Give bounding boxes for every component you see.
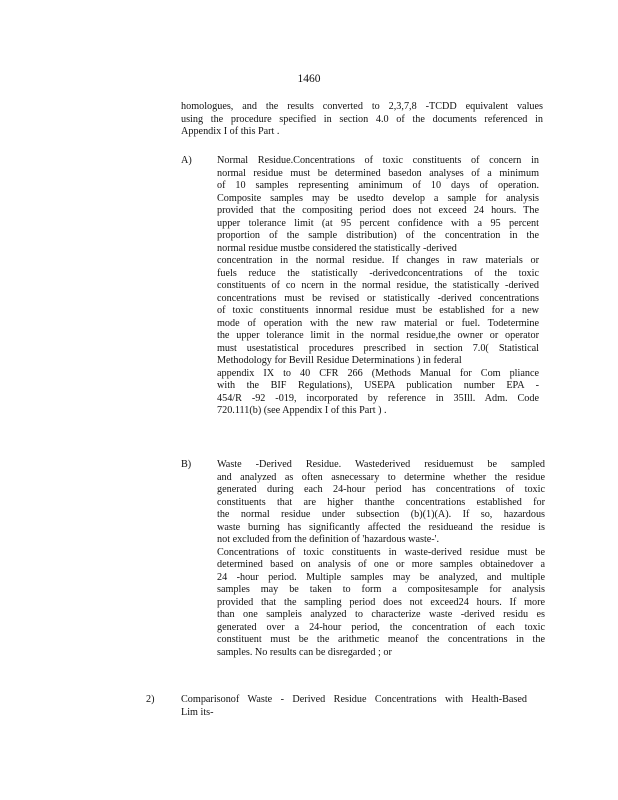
- text-line: with the BIF Regulations), USEPA publication number EPA -: [217, 380, 539, 391]
- intro-paragraph: [181, 101, 543, 139]
- page-number: 1460: [297, 73, 321, 85]
- item-2-label: 2): [146, 694, 155, 705]
- text-line: 454/R -92 -019, incorporated by reference in 35Ill. Adm. Code: [217, 392, 539, 404]
- text-line: constituent must be the arithmetic meanof the concentrations in the: [217, 634, 545, 645]
- text-line: concentration in the normal residue. If changes in raw materials or: [217, 255, 539, 266]
- text-line: normal residue mustbe considered the statistically -derived: [217, 242, 457, 254]
- text-line: the normal residue under subsection (b)(1)(A). If so, hazardous: [217, 509, 545, 520]
- text-line: Waste -Derived Residue. Wastederived residuemust be sampled: [217, 459, 545, 470]
- text-line: not excluded from the definition of 'hazardous waste-'.: [217, 534, 440, 545]
- text-line: using the procedure specified in section 4.0 of the documents referenced in: [181, 113, 543, 125]
- text-line: generated over a 24-hour period, the concentration of each toxic: [217, 621, 545, 633]
- text-line: must usestatistical procedures prescribed in section 7.0( Statistical: [217, 342, 539, 354]
- text-line: determined based on analysis of one or more samples obtainedover a: [217, 559, 545, 570]
- text-line: constituents of co ncern in the normal residue, the statistically -derived: [217, 280, 539, 291]
- text-line: of toxic constituents innormal residue must be established for a new: [217, 305, 539, 316]
- text-line: and analyzed as often asnecessary to determine whether the residue: [217, 471, 545, 483]
- text-line: Normal Residue.Concentrations of toxic constituents of concern in: [217, 155, 539, 166]
- text-line: Concentrations of toxic constituents in waste-derived residue must be: [217, 546, 545, 558]
- item-b-paragraph: [217, 459, 545, 659]
- text-line: normal residue must be determined basedon analyses of a minimum: [217, 167, 539, 179]
- text-line: than one sampleis analyzed to characterize waste -derived residu es: [217, 609, 545, 620]
- text-line: samples. No results can be disregarded ; or: [217, 646, 392, 658]
- text-line: Comparisonof Waste - Derived Residue Concentrations with Health-Based: [181, 694, 527, 705]
- text-line: Composite samples may be usedto develop a sample for analysis: [217, 192, 539, 204]
- text-line: waste burning has significantly affected the residueand the residue is: [217, 521, 545, 533]
- text-line: homologues, and the results converted to 2,3,7,8 -TCDD equivalent values: [181, 101, 543, 112]
- item-a-label: A): [181, 155, 192, 166]
- item-a-paragraph: [217, 155, 539, 418]
- text-line: upper tolerance limit (at 95 percent confidence with a 95 percent: [217, 217, 539, 229]
- text-line: the upper tolerance limit in the normal residue,the owner or operator: [217, 330, 539, 341]
- text-line: constituents that are higher thanthe concentrations established for: [217, 496, 545, 508]
- text-line: concentrations must be revised or statistically -derived concentrations: [217, 292, 539, 304]
- text-line: of 10 samples representing aminimum of 10 days of operation.: [217, 180, 539, 191]
- text-line: proportion of the sample distribution) of the concentration in the: [217, 230, 539, 241]
- text-line: 720.111(b) (see Appendix I of this Part ) .: [217, 405, 387, 416]
- text-line: provided that the sampling period does not exceed24 hours. If more: [217, 596, 545, 608]
- text-line: Lim its-: [181, 706, 214, 718]
- text-line: provided that the compositing period does not exceed 24 hours. The: [217, 205, 539, 216]
- text-line: Methodology for Bevill Residue Determinations ) in federal: [217, 355, 462, 366]
- text-line: 24 -hour period. Multiple samples may be analyzed, and multiple: [217, 571, 545, 583]
- text-line: mode of operation with the new raw material or fuel. Todetermine: [217, 317, 539, 329]
- text-line: appendix IX to 40 CFR 266 (Methods Manual for Com pliance: [217, 367, 539, 379]
- text-line: fuels reduce the statistically -derivedconcentrations of the toxic: [217, 267, 539, 279]
- text-line: generated during each 24-hour period has concentrations of toxic: [217, 484, 545, 495]
- item-b-label: B): [181, 459, 192, 470]
- item-2-paragraph: [181, 694, 527, 719]
- text-line: samples may be taken to form a compositesample for analysis: [217, 584, 545, 595]
- text-line: Appendix I of this Part .: [181, 126, 280, 137]
